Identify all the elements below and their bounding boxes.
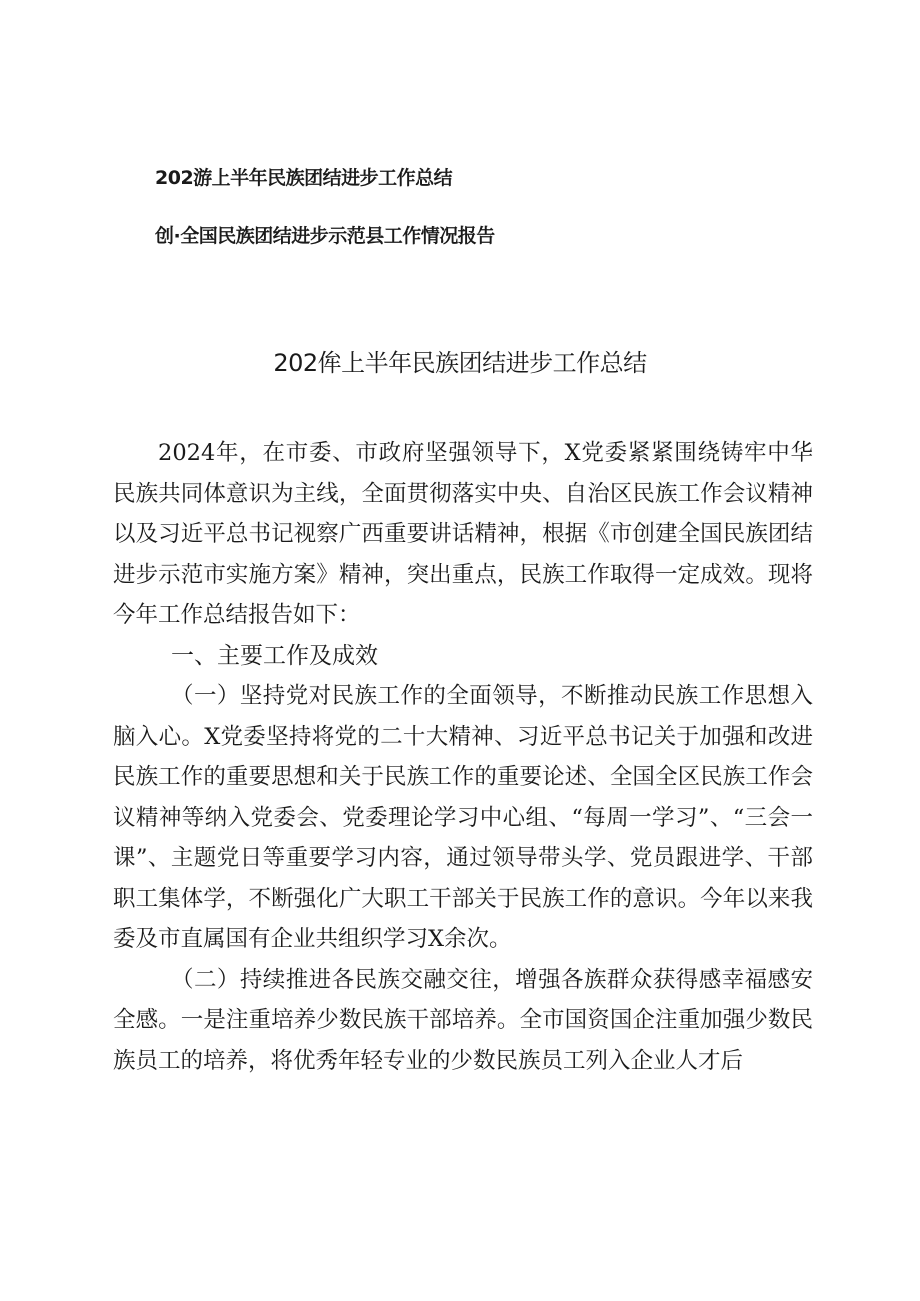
section-paragraph-1: （一）坚持党对民族工作的全面领导，不断推动民族工作思想入脑入心。X党委坚持将党的二十大精神、习近平总书记关于加强和改进民族工作的重要思想和关于民族工作的重要论述、全国全区民族工作会议精神等纳入党委会、党委理论学习中心组、“每周一学习”、“三会一课”、主题党日等重要学习内容，通过领导带头学、党员跟进学、干部职工集体学，不断强化广大职工干部关于民族工作的意识。今年以来我委及市直属国有企业共组织学习X余次。 <box>113 683 813 952</box>
toc-entry-1[interactable]: 202游上半年民族团结进步工作总结 <box>155 167 453 189</box>
document-title: 202侔上半年民族团结进步工作总结 <box>273 349 647 377</box>
section-paragraph-2: （二）持续推进各民族交融交往，增强各族群众获得感幸福感安全感。一是注重培养少数民族干部培养。全市国资国企注重加强少数民族员工的培养，将优秀年轻专业的少数民族员工列入企业人才后 <box>113 966 813 1074</box>
intro-paragraph: 2024年，在市委、市政府坚强领导下，X党委紧紧围绕铸牢中华民族共同体意识为主线，全面贯彻落实中央、自治区民族工作会议精神以及习近平总书记视察广西重要讲话精神，根据《市创建全国民族团结进步示范市实施方案》精神，突出重点，民族工作取得一定成效。现将今年工作总结报告如下： <box>113 440 813 628</box>
toc-entry-2[interactable]: 创·全国民族团结进步示范县工作情况报告 <box>155 225 495 247</box>
document-body <box>113 433 813 1081</box>
section-heading: 一、主要工作及成效 <box>171 642 378 669</box>
